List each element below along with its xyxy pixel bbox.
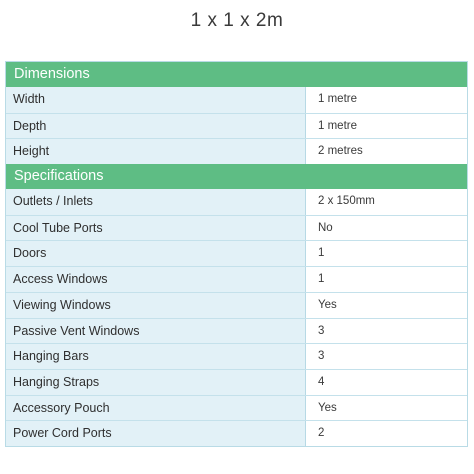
spec-label: Width: [6, 87, 306, 113]
spec-label: Height: [6, 139, 306, 164]
spec-row-hanging-straps: [6, 369, 467, 395]
spec-row-accessory-pouch: [6, 395, 467, 421]
spec-row-passive-vent-windows: [6, 318, 467, 344]
spec-label: Depth: [6, 114, 306, 139]
spec-label: Access Windows: [6, 267, 306, 292]
spec-value: Yes: [306, 396, 467, 421]
section-header-specifications: Specifications: [6, 164, 467, 189]
spec-value: 4: [306, 370, 467, 395]
spec-row-depth: [6, 113, 467, 139]
spec-value: 3: [306, 319, 467, 344]
spec-label: Doors: [6, 241, 306, 266]
spec-row-access-windows: [6, 266, 467, 292]
spec-row-power-cord-ports: [6, 420, 467, 446]
spec-label: Outlets / Inlets: [6, 189, 306, 215]
spec-label: Power Cord Ports: [6, 421, 306, 446]
spec-value: 1: [306, 267, 467, 292]
spec-label: Hanging Bars: [6, 344, 306, 369]
spec-value: No: [306, 216, 467, 241]
spec-row-doors: [6, 240, 467, 266]
spec-row-outlets-inlets: [6, 189, 467, 215]
spec-row-width: [6, 87, 467, 113]
spec-value: 2: [306, 421, 467, 446]
spec-label: Accessory Pouch: [6, 396, 306, 421]
spec-value: Yes: [306, 293, 467, 318]
spec-label: Passive Vent Windows: [6, 319, 306, 344]
spec-value: 2 metres: [306, 139, 467, 164]
spec-row-cool-tube-ports: [6, 215, 467, 241]
section-header-dimensions: Dimensions: [6, 62, 467, 87]
spec-table: [5, 61, 468, 447]
spec-value: 3: [306, 344, 467, 369]
spec-row-hanging-bars: [6, 343, 467, 369]
page-title: 1 x 1 x 2m: [190, 10, 284, 31]
spec-value: 1 metre: [306, 87, 467, 113]
spec-value: 2 x 150mm: [306, 189, 467, 215]
spec-label: Viewing Windows: [6, 293, 306, 318]
spec-label: Hanging Straps: [6, 370, 306, 395]
spec-value: 1: [306, 241, 467, 266]
spec-label: Cool Tube Ports: [6, 216, 306, 241]
spec-row-viewing-windows: [6, 292, 467, 318]
spec-row-height: [6, 138, 467, 164]
spec-value: 1 metre: [306, 114, 467, 139]
